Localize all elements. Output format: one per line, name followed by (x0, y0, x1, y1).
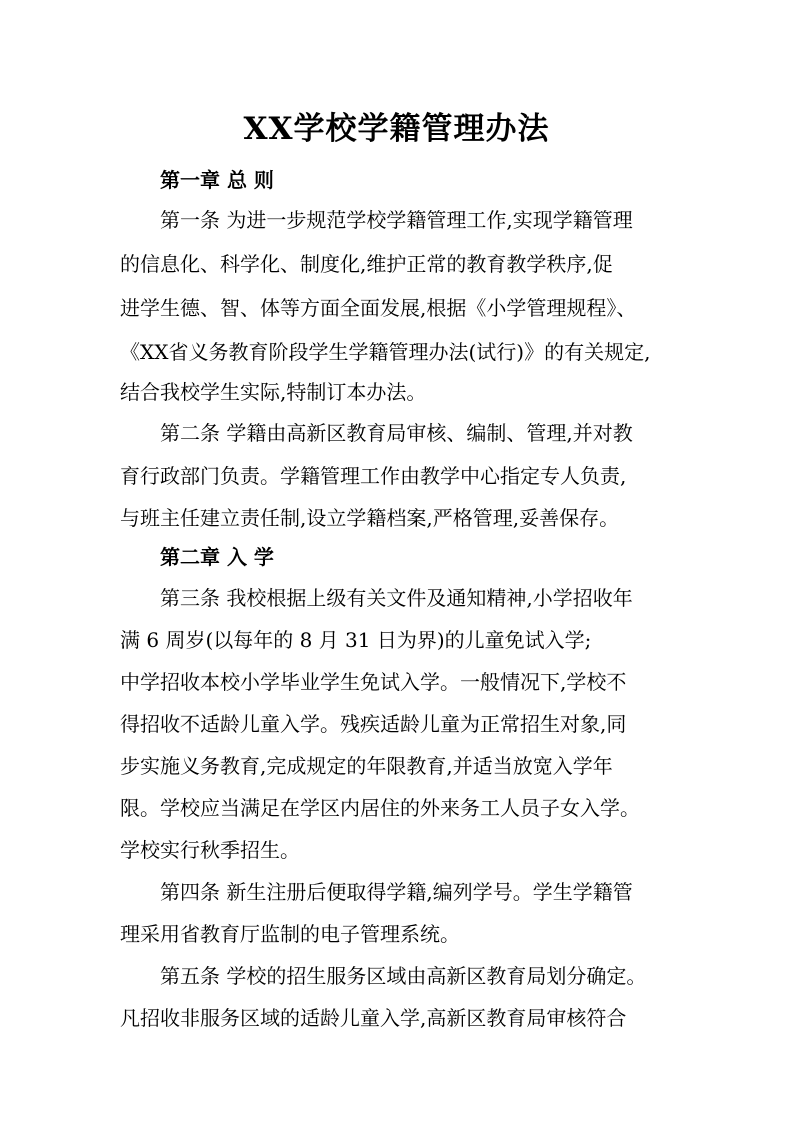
paragraph-line: 第四条 新生注册后便取得学籍,编列学号。学生学籍管 (160, 880, 633, 904)
paragraph-line: 学校实行秋季招生。 (120, 838, 300, 862)
chapter-heading: 第一章 总 则 (160, 168, 274, 192)
document-title: XX学校学籍管理办法 (243, 111, 550, 147)
paragraph-line: 理采用省教育厅监制的电子管理系统。 (120, 922, 460, 946)
paragraph-line: 育行政部门负责。学籍管理工作由教学中心指定专人负责, (120, 464, 627, 488)
paragraph-line: 第五条 学校的招生服务区域由高新区教育局划分确定。 (160, 964, 647, 988)
paragraph-line: 第一条 为进一步规范学校学籍管理工作,实现学籍管理 (160, 208, 633, 232)
paragraph-line: 结合我校学生实际,特制订本办法。 (120, 380, 427, 404)
paragraph-line: 《XX省义务教育阶段学生学籍管理办法(试行)》的有关规定, (120, 340, 651, 364)
paragraph-line: 中学招收本校小学毕业学生免试入学。一般情况下,学校不 (120, 670, 627, 694)
paragraph-line: 得招收不适龄儿童入学。残疾适龄儿童为正常招生对象,同 (120, 712, 627, 736)
paragraph-line: 凡招收非服务区域的适龄儿童入学,高新区教育局审核符合 (120, 1006, 627, 1030)
paragraph-line: 限。学校应当满足在学区内居住的外来务工人员子女入学。 (120, 796, 640, 820)
paragraph-line: 与班主任建立责任制,设立学籍档案,严格管理,妥善保存。 (120, 506, 620, 530)
paragraph-line: 步实施义务教育,完成规定的年限教育,并适当放宽入学年 (120, 754, 613, 778)
chapter-heading: 第二章 入 学 (160, 545, 274, 569)
paragraph-line: 第三条 我校根据上级有关文件及通知精神,小学招收年 (160, 586, 633, 610)
paragraph-line: 的信息化、科学化、制度化,维护正常的教育教学秩序,促 (120, 252, 613, 276)
paragraph-line: 进学生德、智、体等方面全面发展,根据《小学管理规程》、 (120, 296, 637, 320)
paragraph-line: 第二条 学籍由高新区教育局审核、编制、管理,并对教 (160, 421, 633, 445)
paragraph-line: 满 6 周岁(以每年的 8 月 31 日为界)的儿童免试入学; (120, 628, 592, 652)
